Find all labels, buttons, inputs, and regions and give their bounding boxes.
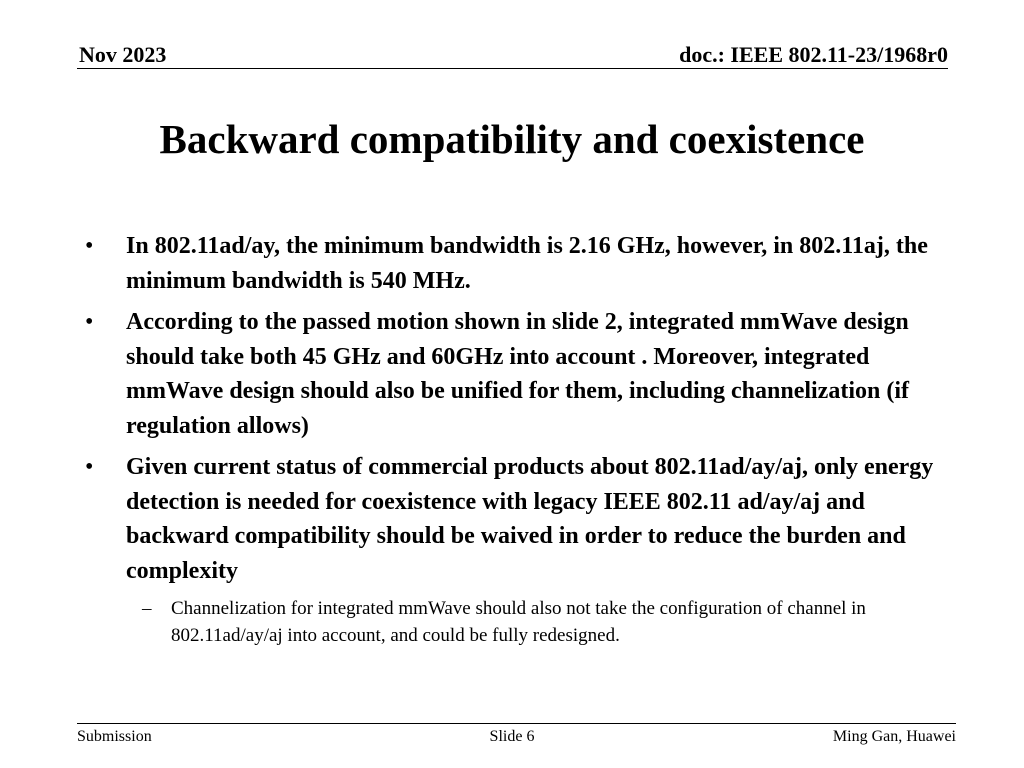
bullet-marker: • bbox=[85, 233, 94, 259]
bullet-text: Given current status of commercial products about 802.11ad/ay/aj, only energy detection is needed for coexistence with legacy IEEE 802.11 ad/ay/aj and backward compatibility should be waived in order to reduce the burden and complexity bbox=[126, 454, 934, 584]
footer-slide-number: Slide 6 bbox=[489, 728, 535, 745]
sub-bullet-marker: – bbox=[142, 598, 152, 619]
bullet-text: In 802.11ad/ay, the minimum bandwidth is 2.16 GHz, however, in 802.11aj, the minimum bandwidth is 540 MHz. bbox=[126, 233, 928, 294]
sub-bullet-text: Channelization for integrated mmWave should also not take the configuration of channel in 802.11ad/ay/aj into account, and could be fully redesigned. bbox=[171, 598, 866, 646]
header-divider bbox=[77, 68, 948, 69]
footer-divider bbox=[77, 723, 956, 724]
bullet-item-3 bbox=[85, 450, 955, 588]
header-doc-id: doc.: IEEE 802.11-23/1968r0 bbox=[679, 42, 948, 67]
header-date: Nov 2023 bbox=[79, 42, 167, 67]
sub-bullet-item bbox=[85, 595, 955, 649]
bullet-marker: • bbox=[85, 309, 94, 335]
footer-author: Ming Gan, Huawei bbox=[832, 728, 956, 745]
slide-title: Backward compatibility and coexistence bbox=[159, 116, 865, 162]
bullet-marker: • bbox=[85, 454, 94, 480]
slide-body bbox=[85, 229, 955, 649]
bullet-item-2 bbox=[85, 305, 955, 443]
bullet-item-1 bbox=[85, 229, 955, 298]
bullet-text: According to the passed motion shown in slide 2, integrated mmWave design should take both 45 GHz and 60GHz into account . Moreover, integrated mmWave design should also be unified for them, including channelization (if regulation allows) bbox=[126, 309, 909, 439]
footer-submission: Submission bbox=[77, 728, 152, 745]
